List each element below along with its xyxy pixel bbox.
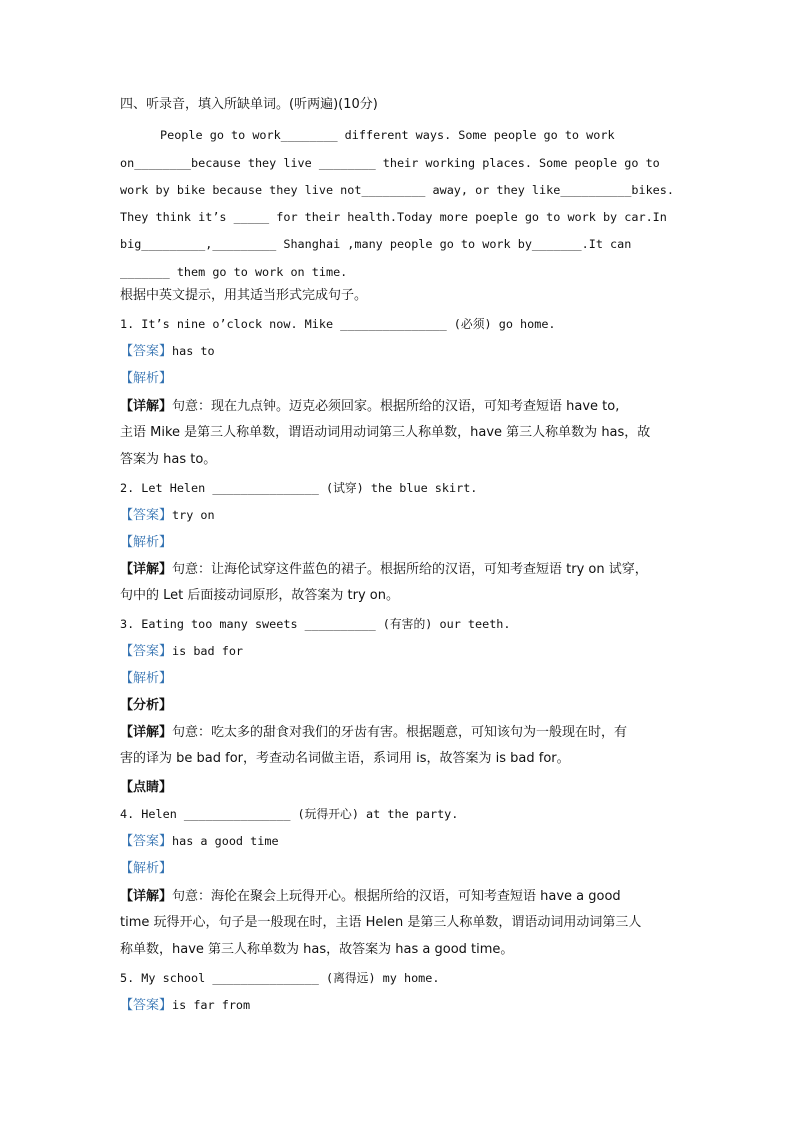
q1-analysis-row bbox=[120, 370, 172, 387]
q4-analysis-row bbox=[120, 860, 172, 877]
passage-line-3: work by bike because they live not_________ away, or they like__________bikes. bbox=[120, 183, 674, 197]
passage-line-5: big_________,_________ Shanghai ,many people go to work by_______.It can bbox=[120, 237, 632, 251]
q5-question: 5. My school _______________ (离得远) my home. bbox=[120, 971, 440, 985]
q3-dianjing-row bbox=[120, 779, 172, 796]
q1-detail-row-1 bbox=[120, 398, 619, 415]
answer-tag: 【答案】 bbox=[120, 508, 173, 523]
q1-detail-2: 主语 Mike 是第三人称单数，谓语动词用动词第三人称单数，have 第三人称单数为 has，故 bbox=[120, 425, 651, 440]
answer-tag: 【答案】 bbox=[120, 998, 173, 1013]
q3-detail-1: 句意：吃太多的甜食对我们的牙齿有害。根据题意，可知该句为一般现在时，有 bbox=[172, 725, 628, 740]
detail-tag: 【详解】 bbox=[120, 399, 173, 414]
q4-detail-row-1 bbox=[120, 888, 621, 905]
q4-detail-3: 称单数，have 第三人称单数为 has，故答案为 has a good time。 bbox=[120, 942, 514, 957]
q5-answer-row bbox=[120, 997, 250, 1014]
passage-line-6: _______ them go to work on time. bbox=[120, 265, 348, 279]
analysis-tag: 【解析】 bbox=[120, 535, 173, 550]
detail-tag: 【详解】 bbox=[120, 562, 173, 577]
q2-analysis-row bbox=[120, 534, 172, 551]
q4-answer: has a good time bbox=[172, 834, 279, 848]
q1-answer-row bbox=[120, 343, 215, 360]
detail-tag: 【详解】 bbox=[120, 725, 173, 740]
q1-detail-3: 答案为 has to。 bbox=[120, 452, 217, 467]
q1-detail-1: 句意：现在九点钟。迈克必须回家。根据所给的汉语，可知考查短语 have to, bbox=[172, 399, 620, 414]
q4-detail-2: time 玩得开心，句子是一般现在时，主语 Helen 是第三人称单数，谓语动词用动词第三人 bbox=[120, 915, 642, 930]
analysis-tag: 【解析】 bbox=[120, 861, 173, 876]
answer-tag: 【答案】 bbox=[120, 834, 173, 849]
q3-answer-row bbox=[120, 643, 243, 660]
q1-question: 1. It’s nine o’clock now. Mike _______________ (必须) go home. bbox=[120, 317, 556, 331]
answer-tag: 【答案】 bbox=[120, 644, 173, 659]
detail-tag: 【详解】 bbox=[120, 889, 173, 904]
dianjing-tag: 【点睛】 bbox=[120, 780, 173, 795]
q5-answer: is far from bbox=[172, 998, 251, 1012]
q3-analysis-row bbox=[120, 670, 172, 687]
q2-detail-1: 句意：让海伦试穿这件蓝色的裙子。根据所给的汉语，可知考查短语 try on 试穿， bbox=[172, 562, 648, 577]
q2-detail-row-1 bbox=[120, 561, 648, 578]
passage-line-1: People go to work________ different ways. Some people go to work bbox=[160, 128, 615, 142]
q4-detail-1: 句意：海伦在聚会上玩得开心。根据所给的汉语，可知考查短语 have a good bbox=[172, 889, 621, 904]
section-four-heading: 四、听录音，填入所缺单词。(听两遍)(10分) bbox=[120, 97, 378, 112]
fenxi-tag: 【分析】 bbox=[120, 698, 173, 713]
section-five-instruction: 根据中英文提示，用其适当形式完成句子。 bbox=[120, 288, 368, 303]
analysis-tag: 【解析】 bbox=[120, 671, 173, 686]
passage-line-2: on________because they live ________ their working places. Some people go to bbox=[120, 156, 660, 170]
q4-question: 4. Helen _______________ (玩得开心) at the party. bbox=[120, 807, 459, 821]
answer-tag: 【答案】 bbox=[120, 344, 173, 359]
q3-fenxi-row bbox=[120, 697, 172, 714]
q2-answer: try on bbox=[172, 508, 215, 522]
q2-detail-2: 句中的 Let 后面接动词原形，故答案为 try on。 bbox=[120, 588, 399, 603]
analysis-tag: 【解析】 bbox=[120, 371, 173, 386]
q1-answer: has to bbox=[172, 344, 215, 358]
q3-answer: is bad for bbox=[172, 644, 244, 658]
passage-line-4: They think it’s _____ for their health.Today more poeple go to work by car.In bbox=[120, 210, 667, 224]
q2-question: 2. Let Helen _______________ (试穿) the blue skirt. bbox=[120, 481, 478, 495]
q4-answer-row bbox=[120, 833, 279, 850]
q3-detail-2: 害的译为 be bad for，考查动名词做主语，系词用 is，故答案为 is bad for。 bbox=[120, 751, 570, 766]
q2-answer-row bbox=[120, 507, 215, 524]
q3-detail-row-1 bbox=[120, 724, 627, 741]
q3-question: 3. Eating too many sweets __________ (有害的) our teeth. bbox=[120, 617, 511, 631]
